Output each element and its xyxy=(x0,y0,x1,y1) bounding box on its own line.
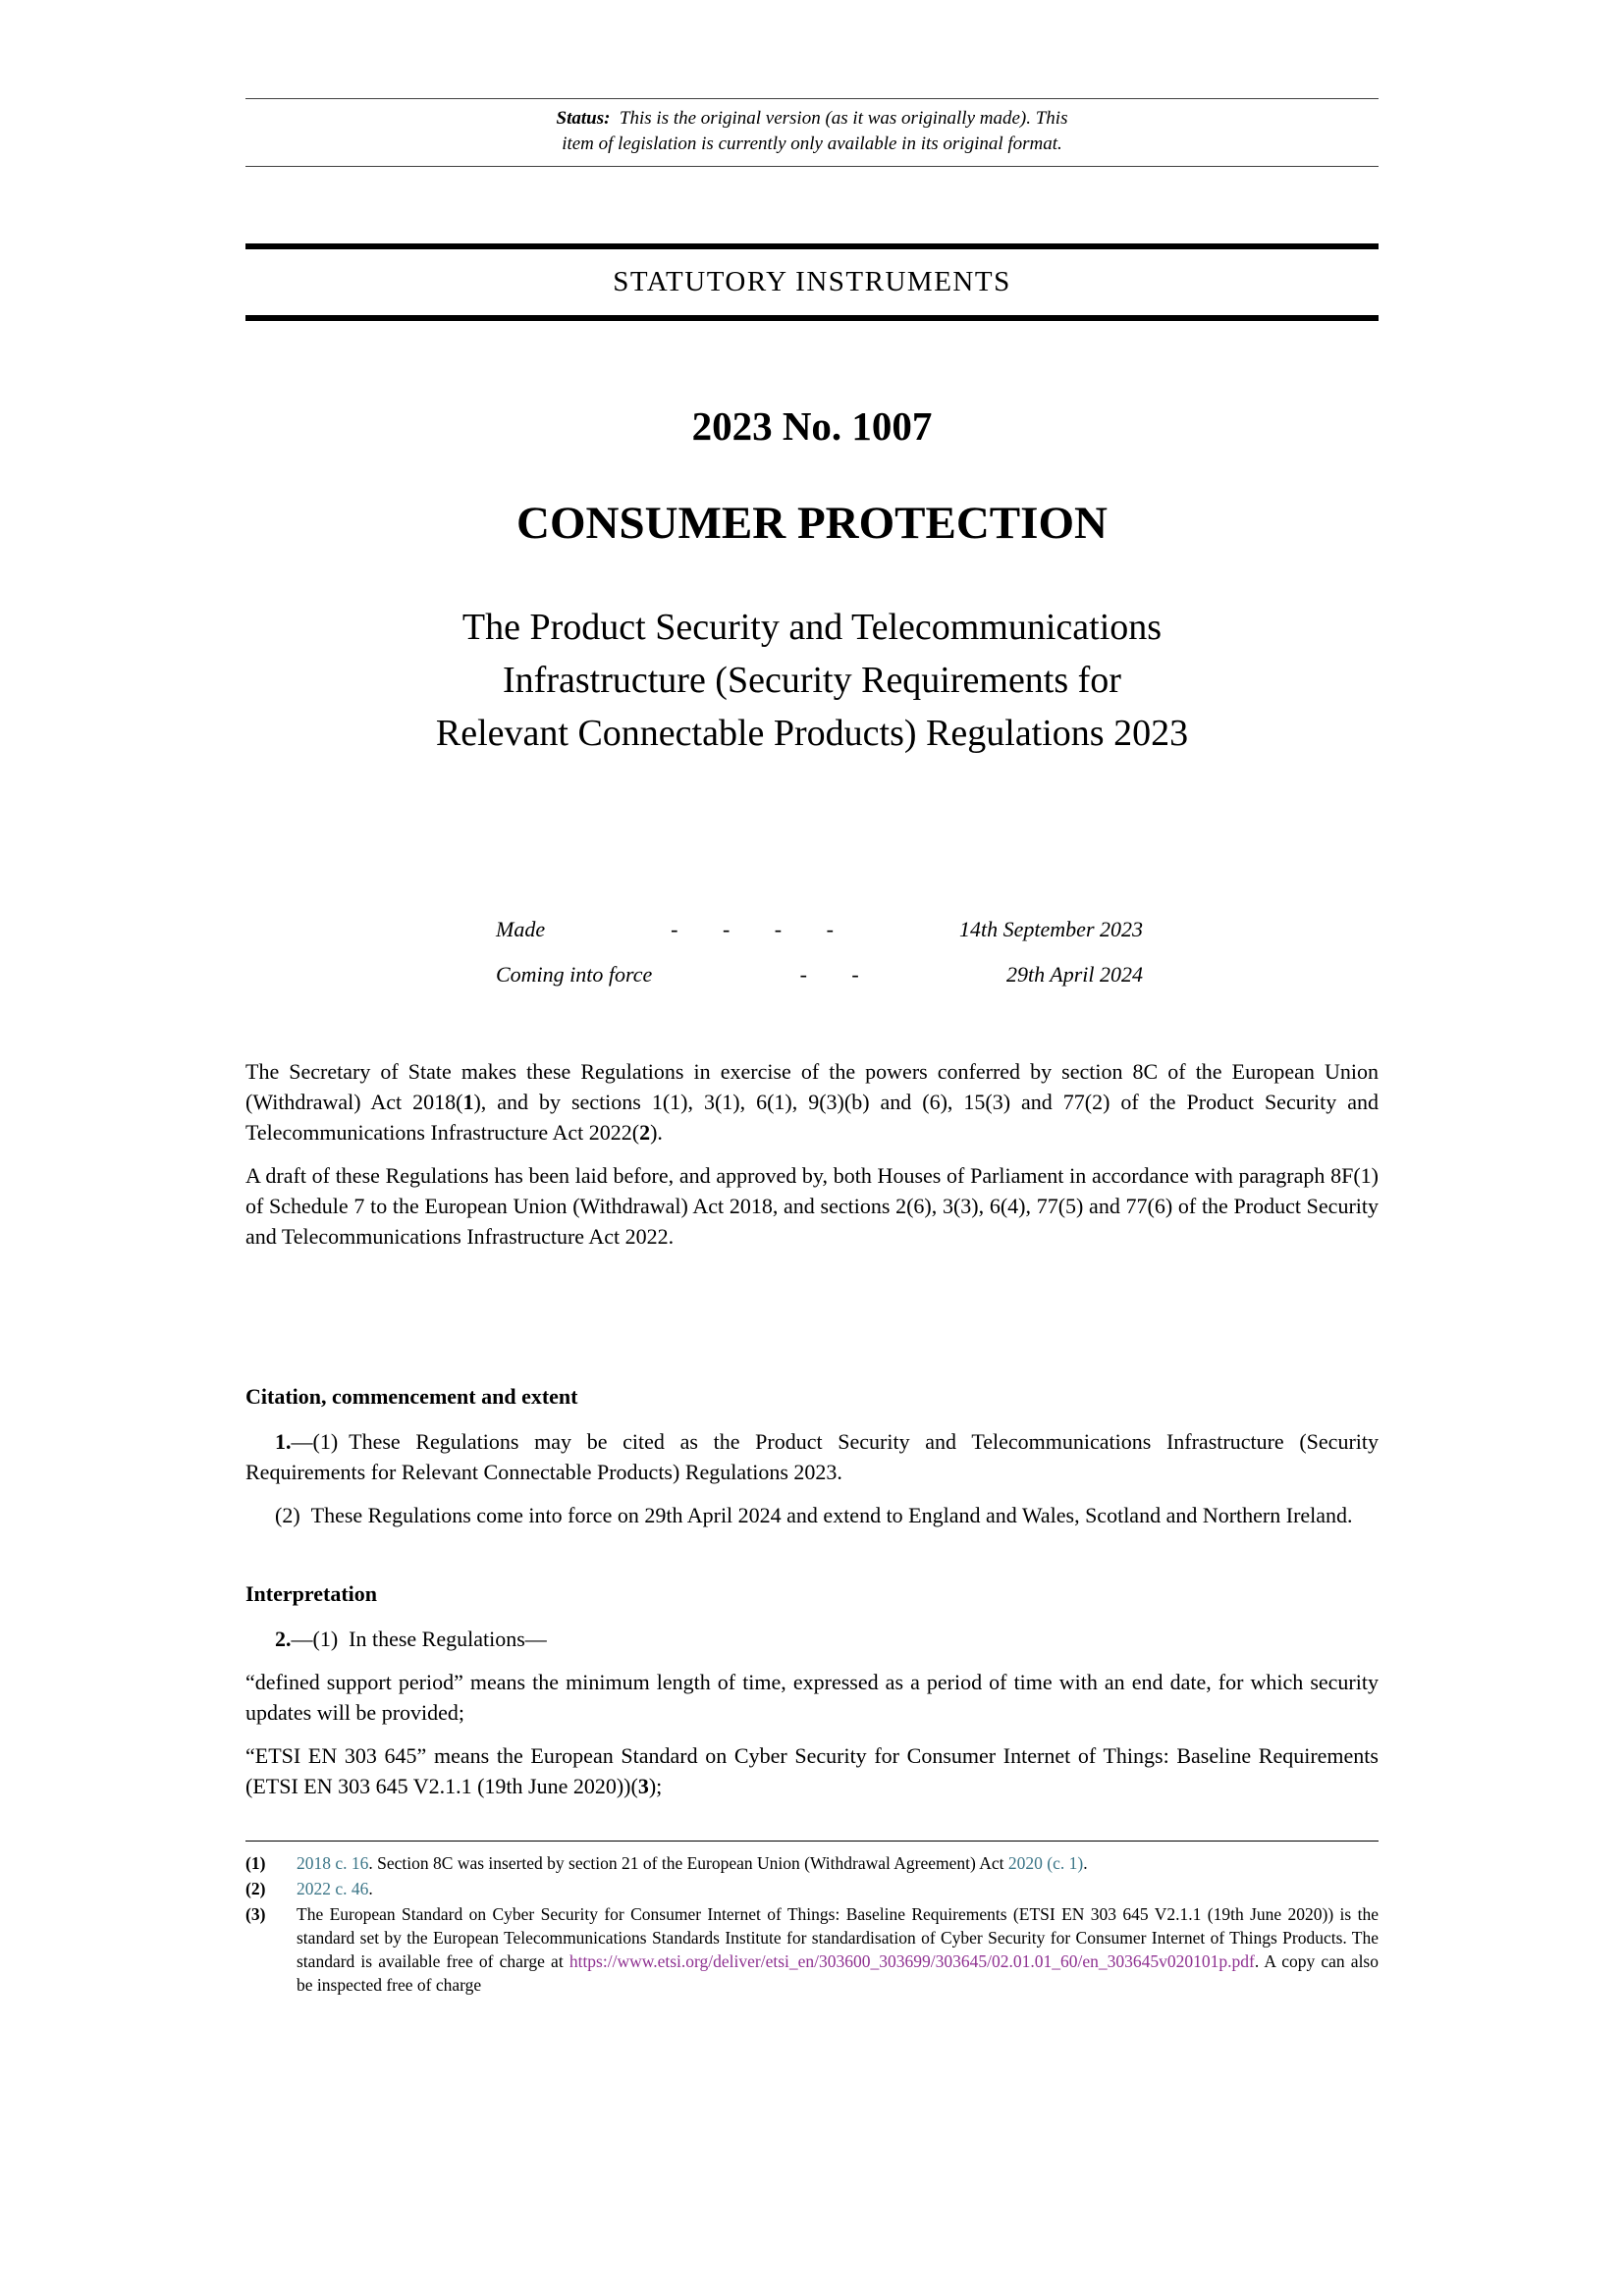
coming-into-force-row xyxy=(496,962,1143,988)
citation-heading: Citation, commencement and extent xyxy=(245,1384,578,1409)
citation-section xyxy=(245,1384,1379,1530)
interpretation-section xyxy=(245,1581,1379,1801)
footnote-1 xyxy=(245,1851,1379,1875)
regulation-1-text: —(1) These Regulations may be cited as the Product Security and Telecommunications Infrastructure (Security Requirements for Relevant Connectable Products) Regulations 2023. xyxy=(245,1429,1379,1484)
footnote-3-text xyxy=(297,1902,1379,1997)
document-number: 2023 No. 1007 xyxy=(691,403,933,449)
preamble-text: ), and by sections 1(1), 3(1), 6(1), 9(3)(b) and (6), 15(3) and 77(2) of the Product Security and Telecommunications Infrastructure Act 2022( xyxy=(245,1090,1379,1145)
definition-text: ); xyxy=(648,1774,663,1798)
made-date: 14th September 2023 xyxy=(959,917,1143,941)
preamble-text: The Secretary of State makes these Regulations in exercise of the powers conferred by section 8C of the European Union (Withdrawal) Act 2018( xyxy=(245,1059,1379,1114)
footnote-2-text xyxy=(297,1877,1379,1900)
enactment-dates xyxy=(496,917,1143,988)
status-line-2 xyxy=(245,132,1379,157)
preamble-paragraph-2: A draft of these Regulations has been laid before, and approved by, both Houses of Parliament in accordance with paragraph 8F(1) of Schedule 7 to the European Union (Withdrawal) Act 2018, and sections 2(6), 3(3), 6(4), 77(5) and 77(6) of the Product Security and Telecommunications Infrastructure Act 2022. xyxy=(245,1163,1379,1249)
footnote-1-body: . Section 8C was inserted by section 21 of the European Union (Withdrawal Agreement) Act xyxy=(368,1853,1008,1873)
status-banner xyxy=(245,98,1379,167)
footnotes-section xyxy=(245,1841,1379,1997)
footnote-1-link-2020-c1[interactable]: 2020 (c. 1) xyxy=(1007,1853,1084,1873)
title-line-2: Infrastructure (Security Requirements for xyxy=(503,660,1121,701)
document-title xyxy=(245,601,1379,760)
made-label: Made xyxy=(496,917,546,941)
coming-into-force-label: Coming into force xyxy=(496,962,653,987)
banner-text: STATUTORY INSTRUMENTS xyxy=(613,266,1011,297)
made-dashes: - - - - xyxy=(671,917,834,941)
subject-heading: CONSUMER PROTECTION xyxy=(516,498,1108,549)
preamble-text: ). xyxy=(650,1120,663,1145)
interpretation-heading: Interpretation xyxy=(245,1581,378,1606)
footnote-2-link-2022-c46[interactable]: 2022 c. 46 xyxy=(297,1879,369,1898)
definition-text: “ETSI EN 303 645” means the European Standard on Cyber Security for Consumer Internet of Things: Baseline Requirements (ETSI EN 303 645 V2.1.1 (19th June 2020))( xyxy=(245,1743,1379,1798)
regulation-1-paragraph-2: (2) These Regulations come into force on 29th April 2024 and extend to England and Wales, Scotland and Northern Ireland. xyxy=(275,1503,1353,1527)
footnote-2-marker: (2) xyxy=(245,1879,266,1898)
statutory-instruments-banner xyxy=(245,243,1379,321)
document-page xyxy=(245,0,1379,1997)
footnote-ref-3: 3 xyxy=(637,1774,649,1798)
definition-defined-support-period: “defined support period” means the minimum length of time, expressed as a period of time with an end date, for which security updates will be provided; xyxy=(245,1670,1379,1725)
status-text-1: This is the original version (as it was originally made). This xyxy=(610,108,1068,129)
regulation-2-text: —(1) In these Regulations— xyxy=(291,1627,547,1651)
made-row xyxy=(496,917,1143,942)
footnote-2 xyxy=(245,1877,1379,1900)
title-line-3: Relevant Connectable Products) Regulations 2023 xyxy=(435,713,1189,754)
footnote-3-body: The European Standard on Cyber Security for Consumer Internet of Things: Baseline Requirements (ETSI EN 303 645 V2.1.1 (19th June 2020)) is the standard set by the European Telecommunications Standards Institute for standardisation of Cyber Security for Consumer Internet of Things Products. The standard is available free of charge at xyxy=(297,1904,1379,1971)
regulation-2-number: 2. xyxy=(275,1627,292,1651)
regulation-1-number: 1. xyxy=(275,1429,292,1454)
footnote-ref-2: 2 xyxy=(639,1120,651,1145)
footnote-ref-1: 1 xyxy=(462,1090,474,1114)
footnote-1-link-2018-c16[interactable]: 2018 c. 16 xyxy=(297,1853,369,1873)
footnote-1-text xyxy=(297,1851,1379,1875)
footnote-1-period: . xyxy=(1083,1853,1088,1873)
footnote-3-marker: (3) xyxy=(245,1904,266,1924)
title-line-1: The Product Security and Telecommunications xyxy=(461,607,1163,648)
definition-etsi-en-303-645 xyxy=(245,1740,1379,1801)
preamble xyxy=(245,1056,1379,1252)
footnote-3-etsi-url-link[interactable]: https://www.etsi.org/deliver/etsi_en/303600_303699/303645/02.01.01_60/en_303645v020101p.pdf xyxy=(568,1951,1255,1971)
coming-into-force-dashes: - - xyxy=(799,962,859,987)
footnote-3-body-continued: . A copy can also be inspected free of charge xyxy=(297,1951,1379,1995)
regulation-2-paragraph-1 xyxy=(245,1624,1379,1654)
footnote-1-marker: (1) xyxy=(245,1853,266,1873)
status-text-2: item of legislation is currently only available in its original format. xyxy=(562,133,1062,154)
footnote-3 xyxy=(245,1902,1379,1997)
status-label: Status: xyxy=(556,108,611,129)
footnote-2-period: . xyxy=(368,1879,373,1898)
regulation-1-paragraph-1 xyxy=(245,1426,1379,1487)
status-line-1 xyxy=(245,106,1379,132)
coming-into-force-date: 29th April 2024 xyxy=(1006,962,1143,987)
preamble-paragraph-1 xyxy=(245,1056,1379,1148)
